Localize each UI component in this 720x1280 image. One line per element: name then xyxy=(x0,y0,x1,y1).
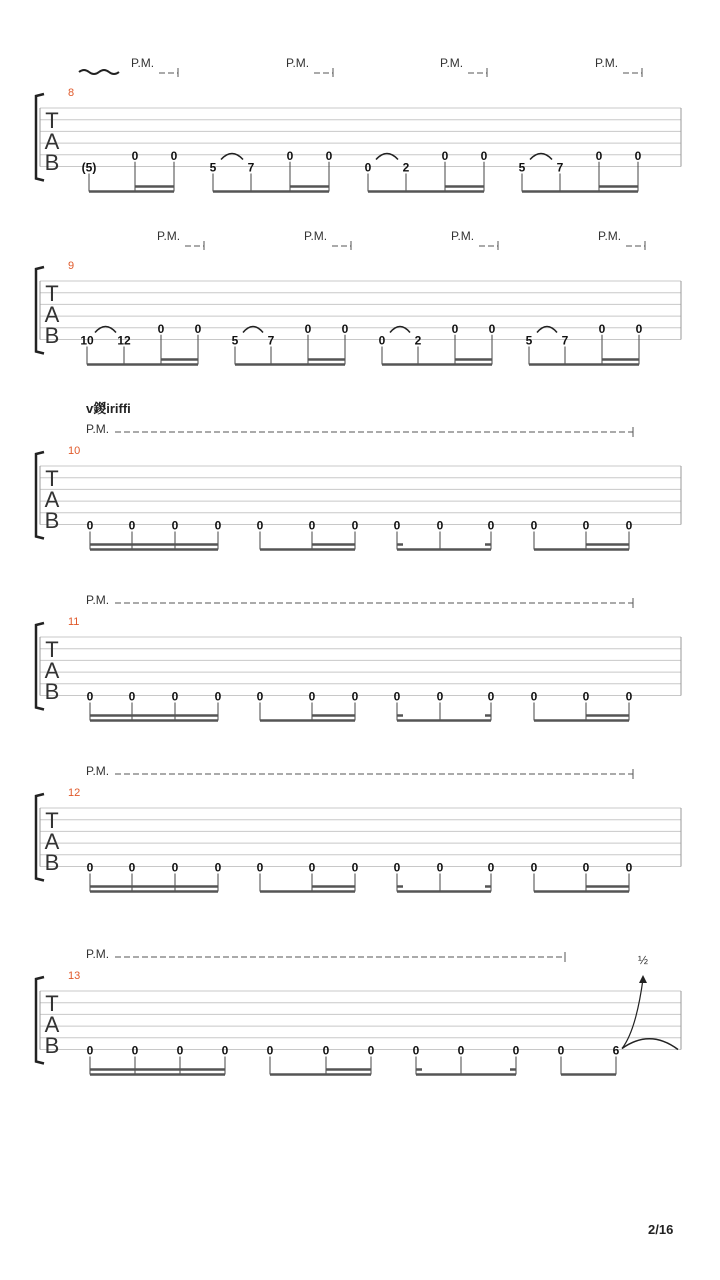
beat-group xyxy=(558,1044,620,1075)
fret-number: 0 xyxy=(487,860,495,875)
fret-number: 0 xyxy=(487,689,495,704)
fret-number: 12 xyxy=(117,333,131,348)
fret-number: 0 xyxy=(364,160,372,175)
pm-label: P.M. xyxy=(86,422,110,436)
fret-number: 7 xyxy=(561,333,569,348)
fret-number: 0 xyxy=(308,689,316,704)
system-13 xyxy=(36,947,681,1075)
tab-letter-t: T xyxy=(45,991,59,1016)
pm-label: P.M. xyxy=(286,56,310,70)
tab-letter-b: B xyxy=(44,323,60,348)
tab-letter-a: A xyxy=(44,129,60,154)
fret-number: 0 xyxy=(176,1043,184,1058)
fret-number: 0 xyxy=(393,518,401,533)
beat-group xyxy=(531,519,633,550)
fret-number: 0 xyxy=(393,860,401,875)
fret-number: 5 xyxy=(209,160,217,175)
fret-number: 0 xyxy=(214,518,222,533)
fret-number: 0 xyxy=(487,518,495,533)
fret-number: 0 xyxy=(86,518,94,533)
vibrato-mark xyxy=(79,70,119,74)
beat-group xyxy=(87,1044,229,1075)
fret-number: 0 xyxy=(488,321,496,336)
fret-number: 0 xyxy=(351,689,359,704)
tab-letter-t: T xyxy=(45,808,59,833)
fret-number: 0 xyxy=(304,321,312,336)
fret-number: 0 xyxy=(171,689,179,704)
fret-number: 0 xyxy=(128,689,136,704)
pm-label: P.M. xyxy=(157,229,181,243)
fret-number: 6 xyxy=(612,1043,620,1058)
fret-number: 0 xyxy=(171,860,179,875)
tab-letter-b: B xyxy=(44,1033,60,1058)
fret-number: 0 xyxy=(194,321,202,336)
fret-number: 0 xyxy=(634,148,642,163)
fret-number: 0 xyxy=(595,148,603,163)
bend-label: ½ xyxy=(637,953,649,967)
beat-group xyxy=(531,690,633,721)
fret-number: 0 xyxy=(582,860,590,875)
fret-number: 0 xyxy=(582,518,590,533)
beat-group xyxy=(87,519,222,550)
system-12 xyxy=(36,764,681,892)
fret-number: 0 xyxy=(157,321,165,336)
measure-number: 10 xyxy=(68,445,81,457)
pm-label: P.M. xyxy=(304,229,328,243)
tab-letter-t: T xyxy=(45,281,59,306)
tab-letter-t: T xyxy=(45,108,59,133)
fret-number: 0 xyxy=(86,860,94,875)
fret-number: 0 xyxy=(256,689,264,704)
fret-number: 0 xyxy=(530,689,538,704)
fret-number: 0 xyxy=(308,860,316,875)
fret-number: 0 xyxy=(412,1043,420,1058)
tab-letter-b: B xyxy=(44,508,60,533)
beat-group xyxy=(413,1044,520,1075)
beat-group xyxy=(394,690,495,721)
fret-number: 0 xyxy=(530,518,538,533)
beat-group xyxy=(531,861,633,892)
system-9 xyxy=(36,229,681,365)
fret-number: 0 xyxy=(441,148,449,163)
fret-number: 0 xyxy=(86,689,94,704)
fret-number: 5 xyxy=(231,333,239,348)
measure-number: 11 xyxy=(68,616,80,628)
fret-number: 7 xyxy=(247,160,255,175)
tab-letter-b: B xyxy=(44,679,60,704)
beat-group xyxy=(257,861,359,892)
fret-number: 0 xyxy=(256,518,264,533)
tab-letter-a: A xyxy=(44,487,60,512)
fret-number: 0 xyxy=(436,689,444,704)
measure-number: 9 xyxy=(68,260,75,272)
fret-number: 2 xyxy=(402,160,410,175)
beat-group xyxy=(257,519,359,550)
fret-number: 0 xyxy=(635,321,643,336)
fret-number: 0 xyxy=(170,148,178,163)
tab-letter-a: A xyxy=(44,829,60,854)
system-8 xyxy=(36,56,681,192)
fret-number: 0 xyxy=(131,1043,139,1058)
fret-number: 0 xyxy=(322,1043,330,1058)
tab-letter-a: A xyxy=(44,302,60,327)
pm-label: P.M. xyxy=(86,947,110,961)
fret-number: 0 xyxy=(128,860,136,875)
fret-number: (5) xyxy=(81,160,97,175)
beat-group xyxy=(87,690,222,721)
system-10 xyxy=(36,401,681,550)
fret-number: 5 xyxy=(525,333,533,348)
measure-number: 12 xyxy=(68,787,81,799)
fret-number: 5 xyxy=(518,160,526,175)
tab-letter-t: T xyxy=(45,466,59,491)
pm-label: P.M. xyxy=(86,593,110,607)
fret-number: 7 xyxy=(267,333,275,348)
bend-arrow xyxy=(639,975,647,983)
fret-number: 10 xyxy=(80,333,94,348)
fret-number: 0 xyxy=(128,518,136,533)
pm-label: P.M. xyxy=(131,56,155,70)
fret-number: 0 xyxy=(436,860,444,875)
pm-label: P.M. xyxy=(451,229,475,243)
fret-number: 0 xyxy=(351,518,359,533)
pm-label: P.M. xyxy=(595,56,619,70)
fret-number: 0 xyxy=(351,860,359,875)
pm-label: P.M. xyxy=(598,229,622,243)
fret-number: 0 xyxy=(367,1043,375,1058)
fret-number: 0 xyxy=(512,1043,520,1058)
section-label: v鍐iriffi xyxy=(86,401,131,416)
fret-number: 0 xyxy=(582,689,590,704)
fret-number: 0 xyxy=(171,518,179,533)
fret-number: 0 xyxy=(436,518,444,533)
fret-number: 0 xyxy=(451,321,459,336)
fret-number: 0 xyxy=(557,1043,565,1058)
fret-number: 0 xyxy=(480,148,488,163)
beat-group xyxy=(87,861,222,892)
pm-label: P.M. xyxy=(86,764,110,778)
tab-letter-b: B xyxy=(44,150,60,175)
fret-number: 7 xyxy=(556,160,564,175)
fret-number: 2 xyxy=(414,333,422,348)
fret-number: 0 xyxy=(457,1043,465,1058)
page-number: 2/16 xyxy=(648,1222,674,1237)
beat-group xyxy=(257,690,359,721)
fret-number: 0 xyxy=(625,518,633,533)
fret-number: 0 xyxy=(598,321,606,336)
fret-number: 0 xyxy=(131,148,139,163)
fret-number: 0 xyxy=(625,689,633,704)
fret-number: 0 xyxy=(266,1043,274,1058)
fret-number: 0 xyxy=(256,860,264,875)
beat-group xyxy=(394,519,495,550)
fret-number: 0 xyxy=(286,148,294,163)
tie-out xyxy=(622,1039,678,1050)
tab-letter-a: A xyxy=(44,658,60,683)
fret-number: 0 xyxy=(625,860,633,875)
systems-layer xyxy=(36,56,681,1075)
pm-label: P.M. xyxy=(440,56,464,70)
fret-number: 0 xyxy=(341,321,349,336)
beat-group xyxy=(394,861,495,892)
fret-number: 0 xyxy=(308,518,316,533)
fret-number: 0 xyxy=(530,860,538,875)
beat-group xyxy=(267,1044,375,1075)
fret-number: 0 xyxy=(221,1043,229,1058)
fret-number: 0 xyxy=(86,1043,94,1058)
measure-number: 8 xyxy=(68,87,75,99)
tab-letter-t: T xyxy=(45,637,59,662)
fret-number: 0 xyxy=(393,689,401,704)
system-11 xyxy=(36,593,681,721)
fret-number: 0 xyxy=(325,148,333,163)
tab-letter-a: A xyxy=(44,1012,60,1037)
measure-number: 13 xyxy=(68,970,81,982)
fret-number: 0 xyxy=(214,689,222,704)
fret-number: 0 xyxy=(214,860,222,875)
fret-number: 0 xyxy=(378,333,386,348)
tab-letter-b: B xyxy=(44,850,60,875)
